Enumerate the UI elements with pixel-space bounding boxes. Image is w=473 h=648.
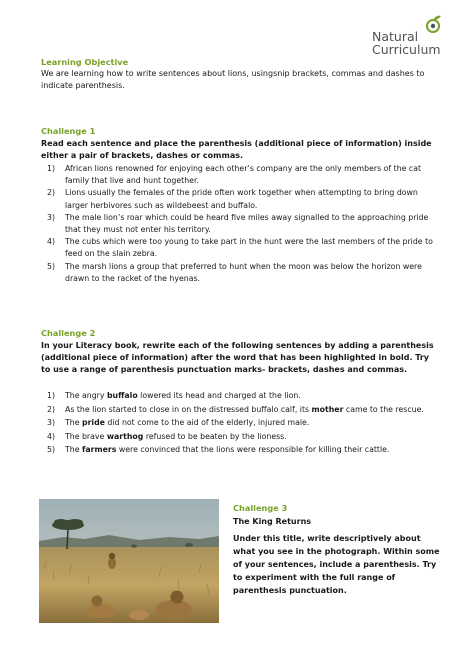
- item-text-after: refused to be beaten by the lioness.: [143, 431, 287, 441]
- item-number: 1): [47, 391, 56, 400]
- item-text: The marsh lions a group that preferred to hunt when the moon was below the horizon were drawn to the racket of the hyenas.: [65, 261, 422, 283]
- item-text-before: The: [65, 445, 82, 454]
- item-number: 2): [47, 404, 56, 414]
- challenge3-heading: Challenge 3: [233, 503, 288, 513]
- item-text: African lions renowned for enjoying each other’s company are the only members of the cat family that live and hunt together.: [65, 164, 422, 186]
- item-number: 1): [47, 164, 56, 173]
- item-text-after: did not come to the aid of the elderly, injured male.: [104, 418, 310, 427]
- lions-savanna-illustration: [39, 499, 219, 623]
- list-item: [41, 390, 436, 402]
- challenge3-text: Under this title, write descriptively about what you see in the photograph. Within some of your sentences, include a parenthesis. Try to experiment with the full range of parenthesis punctuation.: [233, 534, 440, 595]
- objective-heading: Learning Objective: [41, 57, 129, 67]
- challenge1-list: [41, 163, 436, 285]
- challenge2-instruction: In your Literacy book, rewrite each of the following sentences by adding a parenthesis (additional piece of information) after the word that has been highlighted in bold. Try to use a range of parenthesis punctuation marks- brackets, dashes and commas.: [41, 341, 434, 374]
- challenge1-heading: Challenge 1: [41, 126, 96, 136]
- item-text-before: The angry: [65, 391, 107, 400]
- challenge1-instruction: Read each sentence and place the parenthesis (additional piece of information) inside either a pair of brackets, dashes or commas.: [41, 139, 432, 160]
- list-item: [41, 431, 436, 443]
- logo-line-2: Curriculum: [372, 42, 441, 57]
- challenge2-heading: Challenge 2: [41, 328, 96, 338]
- natural-curriculum-logo: [368, 14, 464, 60]
- list-item: [41, 261, 436, 285]
- list-item: [41, 417, 436, 429]
- item-text: Lions usually the females of the pride often work together when attempting to bring down larger herbivores such as wildebeest and buffalo.: [65, 188, 418, 210]
- list-item: [41, 404, 436, 416]
- list-item: [41, 444, 436, 456]
- highlighted-word: warthog: [106, 431, 144, 441]
- item-number: 2): [47, 188, 56, 198]
- highlighted-word: mother: [311, 404, 344, 414]
- item-text: The cubs which were too young to take part in the hunt were the last members of the pride to feed on the slain zebra.: [65, 237, 433, 259]
- item-number: 3): [47, 212, 56, 222]
- list-item: [41, 236, 436, 260]
- item-text-after: were convinced that the lions were responsible for killing their cattle.: [116, 445, 390, 454]
- item-text-before: The brave: [65, 431, 107, 441]
- challenge3-title: The King Returns: [233, 517, 312, 526]
- item-number: 3): [47, 418, 56, 427]
- list-item: [41, 163, 436, 187]
- highlighted-word: farmers: [81, 445, 117, 454]
- item-text-before: The: [65, 418, 82, 427]
- highlighted-word: pride: [81, 418, 105, 427]
- list-item: [41, 187, 436, 211]
- highlighted-word: buffalo: [106, 391, 138, 400]
- seedling-icon: [422, 14, 444, 36]
- item-text-after: came to the rescue.: [343, 404, 424, 414]
- list-item: [41, 212, 436, 236]
- item-text-before: As the lion started to close in on the distressed buffalo calf, its: [65, 404, 312, 414]
- challenge2-list: [41, 390, 436, 458]
- lions-savanna-photo: [39, 499, 219, 623]
- item-number: 5): [47, 261, 56, 271]
- logo-line-1: Natural: [372, 29, 419, 44]
- objective-text: We are learning how to write sentences about lions, usingsnip brackets, commas and dashes to indicate parenthesis.: [41, 69, 425, 90]
- item-number: 4): [47, 431, 56, 441]
- item-number: 4): [47, 237, 56, 247]
- item-text: The male lion’s roar which could be heard five miles away signalled to the approaching pride that they must not enter his territory.: [65, 212, 429, 235]
- item-number: 5): [47, 445, 56, 454]
- item-text-after: lowered its head and charged at the lion.: [137, 391, 301, 400]
